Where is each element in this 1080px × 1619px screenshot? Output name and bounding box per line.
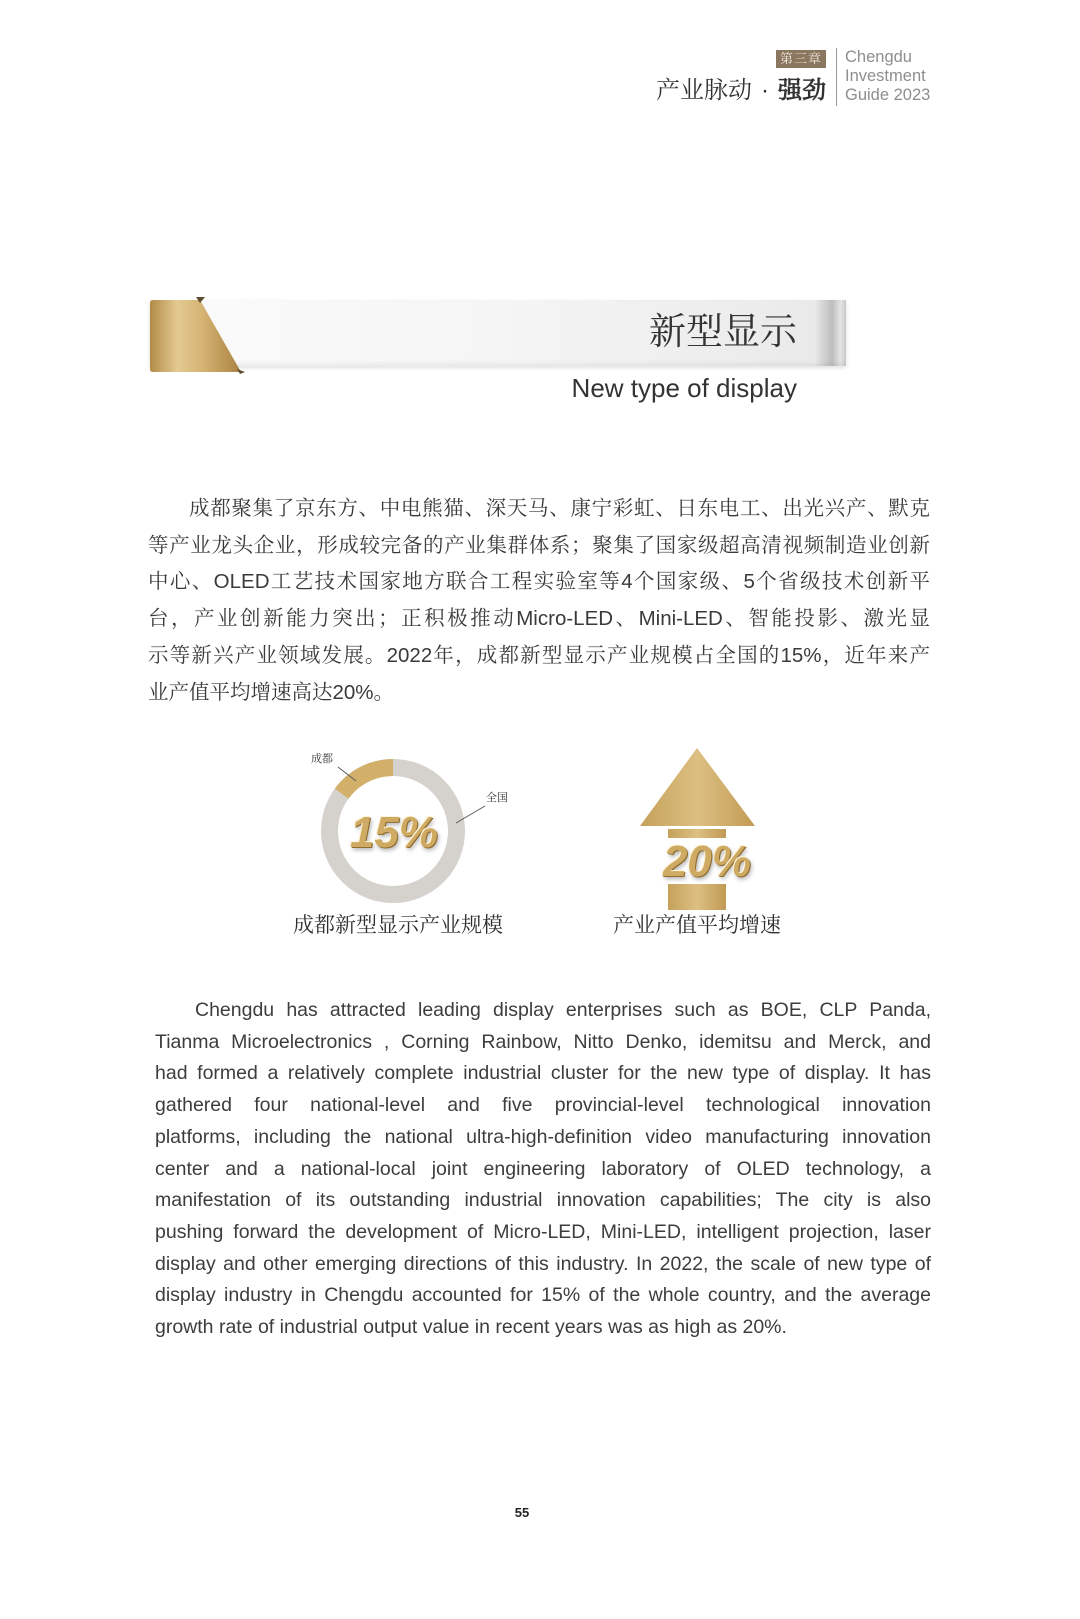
body-en-line: growth rate of industrial output value in recent years was as high as 20%. [155,1316,787,1339]
body-zh-line: 中心、OLED工艺技术国家地方联合工程实验室等4个国家级、5个省级技术创新平 [148,570,930,594]
growth-arrow-graphic [636,744,760,914]
body-zh-line: 等产业龙头企业，形成较完备的产业集群体系；聚集了国家级超高清视频制造业创新 [148,533,930,557]
body-zh-line: 成都聚集了京东方、中电熊猫、深天马、康宁彩虹、日东电工、出光兴产、默克 [189,497,930,520]
body-en-line: display and other emerging directions of this industry. In 2022, the scale of new type of [155,1252,931,1275]
body-en-line: had formed a relatively complete industrial cluster for the new type of display. It has [155,1062,931,1085]
body-en-line: center and a national-local joint engineering laboratory of OLED technology, a [155,1157,931,1180]
header-section-title [656,76,826,106]
header-section-name: 产业脉动 [656,77,752,104]
body-en-paragraph [155,995,931,1344]
page-number: 55 [514,1505,530,1520]
label-chengdu: 成都 [311,753,333,765]
body-zh-line: 示等新兴产业领域发展。2022年，成都新型显示产业规模占全国的15%，近年来产 [148,643,930,667]
header-separator: · [761,77,769,104]
growth-value-label: 20% [662,837,752,886]
chapter-badge: 第三章 [776,50,826,68]
body-zh-line: 业产值平均增速高达20%。 [148,680,395,704]
section-title-zh: 新型显示 [649,311,797,352]
body-en-line: pushing forward the development of Micro-LED, Mini-LED, intelligent projection, laser [155,1220,931,1243]
body-en-line: manifestation of its outstanding industrial innovation capabilities; The city is also [155,1189,931,1212]
header-divider [836,48,837,106]
body-zh-paragraph [148,491,930,711]
body-en-line: gathered four national-level and five provincial-level technological innovation [155,1094,931,1117]
body-en-line: display industry in Chengdu accounted for 15% of the whole country, and the average [155,1284,931,1307]
section-title-en: New type of display [571,373,797,403]
label-national: 全国 [486,792,508,804]
body-en-line: Tianma Microelectronics , Corning Rainbow, Nitto Denko, idemitsu and Merck, and [155,1030,931,1053]
growth-caption: 产业产值平均增速 [613,914,781,937]
share-value-label: 15% [349,808,439,857]
guide-title-line: Chengdu [845,48,912,66]
banner-gold-ribbon [150,297,246,375]
guide-title-line: Investment [845,67,926,85]
arrow-head [640,748,755,826]
donut-share-arc [342,768,393,794]
body-en-line: Chengdu has attracted leading display enterprises such as BOE, CLP Panda, [195,999,931,1021]
body-zh-line: 台，产业创新能力突出；正积极推动Micro-LED、Mini-LED、智能投影、激光显 [148,607,930,631]
header-section-emphasis: 强劲 [778,77,826,104]
arrow-shaft-base [668,884,726,910]
guide-title-line: Guide 2023 [845,86,931,104]
guide-title [845,48,930,105]
share-caption: 成都新型显示产业规模 [293,914,503,937]
body-en-line: platforms, including the national ultra-high-definition video manufacturing innovation [155,1125,931,1148]
